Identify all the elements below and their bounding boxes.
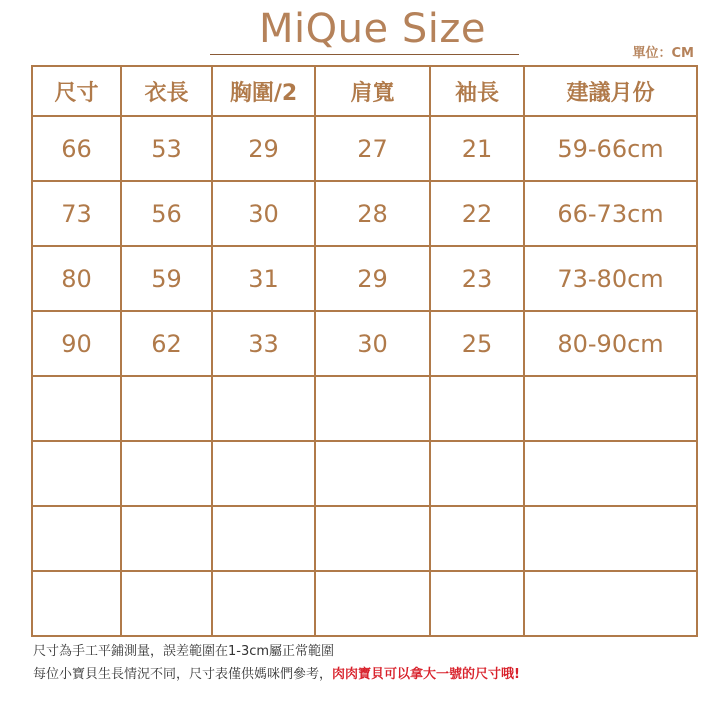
table-cell <box>212 506 315 571</box>
table-cell: 73-80cm <box>524 246 697 311</box>
table-cell: 59-66cm <box>524 116 697 181</box>
table-row <box>32 311 697 376</box>
table-cell <box>315 571 430 636</box>
header-chest: 胸圍/2 <box>212 66 315 116</box>
table-header-row <box>32 66 697 116</box>
header-age: 建議月份 <box>524 66 697 116</box>
header-shoulder: 肩寬 <box>315 66 430 116</box>
table-row <box>32 181 697 246</box>
table-row <box>32 441 697 506</box>
table-cell <box>212 571 315 636</box>
table-cell: 30 <box>315 311 430 376</box>
table-cell <box>32 571 121 636</box>
header-length: 衣長 <box>121 66 212 116</box>
table-row <box>32 376 697 441</box>
table-cell: 80 <box>32 246 121 311</box>
table-cell: 29 <box>212 116 315 181</box>
table-row <box>32 506 697 571</box>
table-row <box>32 116 697 181</box>
table-cell: 56 <box>121 181 212 246</box>
measurement-note: 尺寸為手工平鋪測量，誤差範圍在1-3cm屬正常範圍 <box>33 644 335 659</box>
title-underline <box>210 54 519 55</box>
page-title: MiQue Size <box>259 6 486 52</box>
table-cell <box>121 506 212 571</box>
table-cell: 22 <box>430 181 524 246</box>
unit-label: 單位：CM <box>632 46 694 61</box>
table-cell <box>430 441 524 506</box>
table-cell <box>430 376 524 441</box>
table-cell: 59 <box>121 246 212 311</box>
table-cell <box>121 376 212 441</box>
table-cell <box>430 571 524 636</box>
table-cell <box>315 441 430 506</box>
table-cell <box>524 376 697 441</box>
table-cell: 62 <box>121 311 212 376</box>
reference-note-text: 每位小寶貝生長情況不同，尺寸表僅供媽咪們參考， <box>33 667 333 682</box>
table-cell: 33 <box>212 311 315 376</box>
table-cell: 30 <box>212 181 315 246</box>
table-cell: 66 <box>32 116 121 181</box>
table-cell <box>315 506 430 571</box>
table-cell <box>524 506 697 571</box>
table-cell: 73 <box>32 181 121 246</box>
table-cell <box>430 506 524 571</box>
table-cell <box>212 376 315 441</box>
table-cell: 27 <box>315 116 430 181</box>
table-cell <box>212 441 315 506</box>
table-cell <box>121 441 212 506</box>
table-cell: 31 <box>212 246 315 311</box>
table-cell <box>32 506 121 571</box>
highlight-note: 肉肉寶貝可以拿大一號的尺寸哦! <box>332 667 520 682</box>
size-table <box>31 65 698 637</box>
table-cell: 80-90cm <box>524 311 697 376</box>
table-cell: 53 <box>121 116 212 181</box>
table-row <box>32 246 697 311</box>
table-cell <box>315 376 430 441</box>
table-cell <box>32 376 121 441</box>
table-row <box>32 571 697 636</box>
table-cell: 23 <box>430 246 524 311</box>
reference-note <box>33 663 520 682</box>
table-cell: 29 <box>315 246 430 311</box>
table-cell: 28 <box>315 181 430 246</box>
table-cell <box>524 441 697 506</box>
header-sleeve: 袖長 <box>430 66 524 116</box>
header-size: 尺寸 <box>32 66 121 116</box>
table-cell <box>32 441 121 506</box>
table-cell: 90 <box>32 311 121 376</box>
table-cell: 25 <box>430 311 524 376</box>
table-cell <box>121 571 212 636</box>
table-cell: 21 <box>430 116 524 181</box>
table-cell: 66-73cm <box>524 181 697 246</box>
table-cell <box>524 571 697 636</box>
